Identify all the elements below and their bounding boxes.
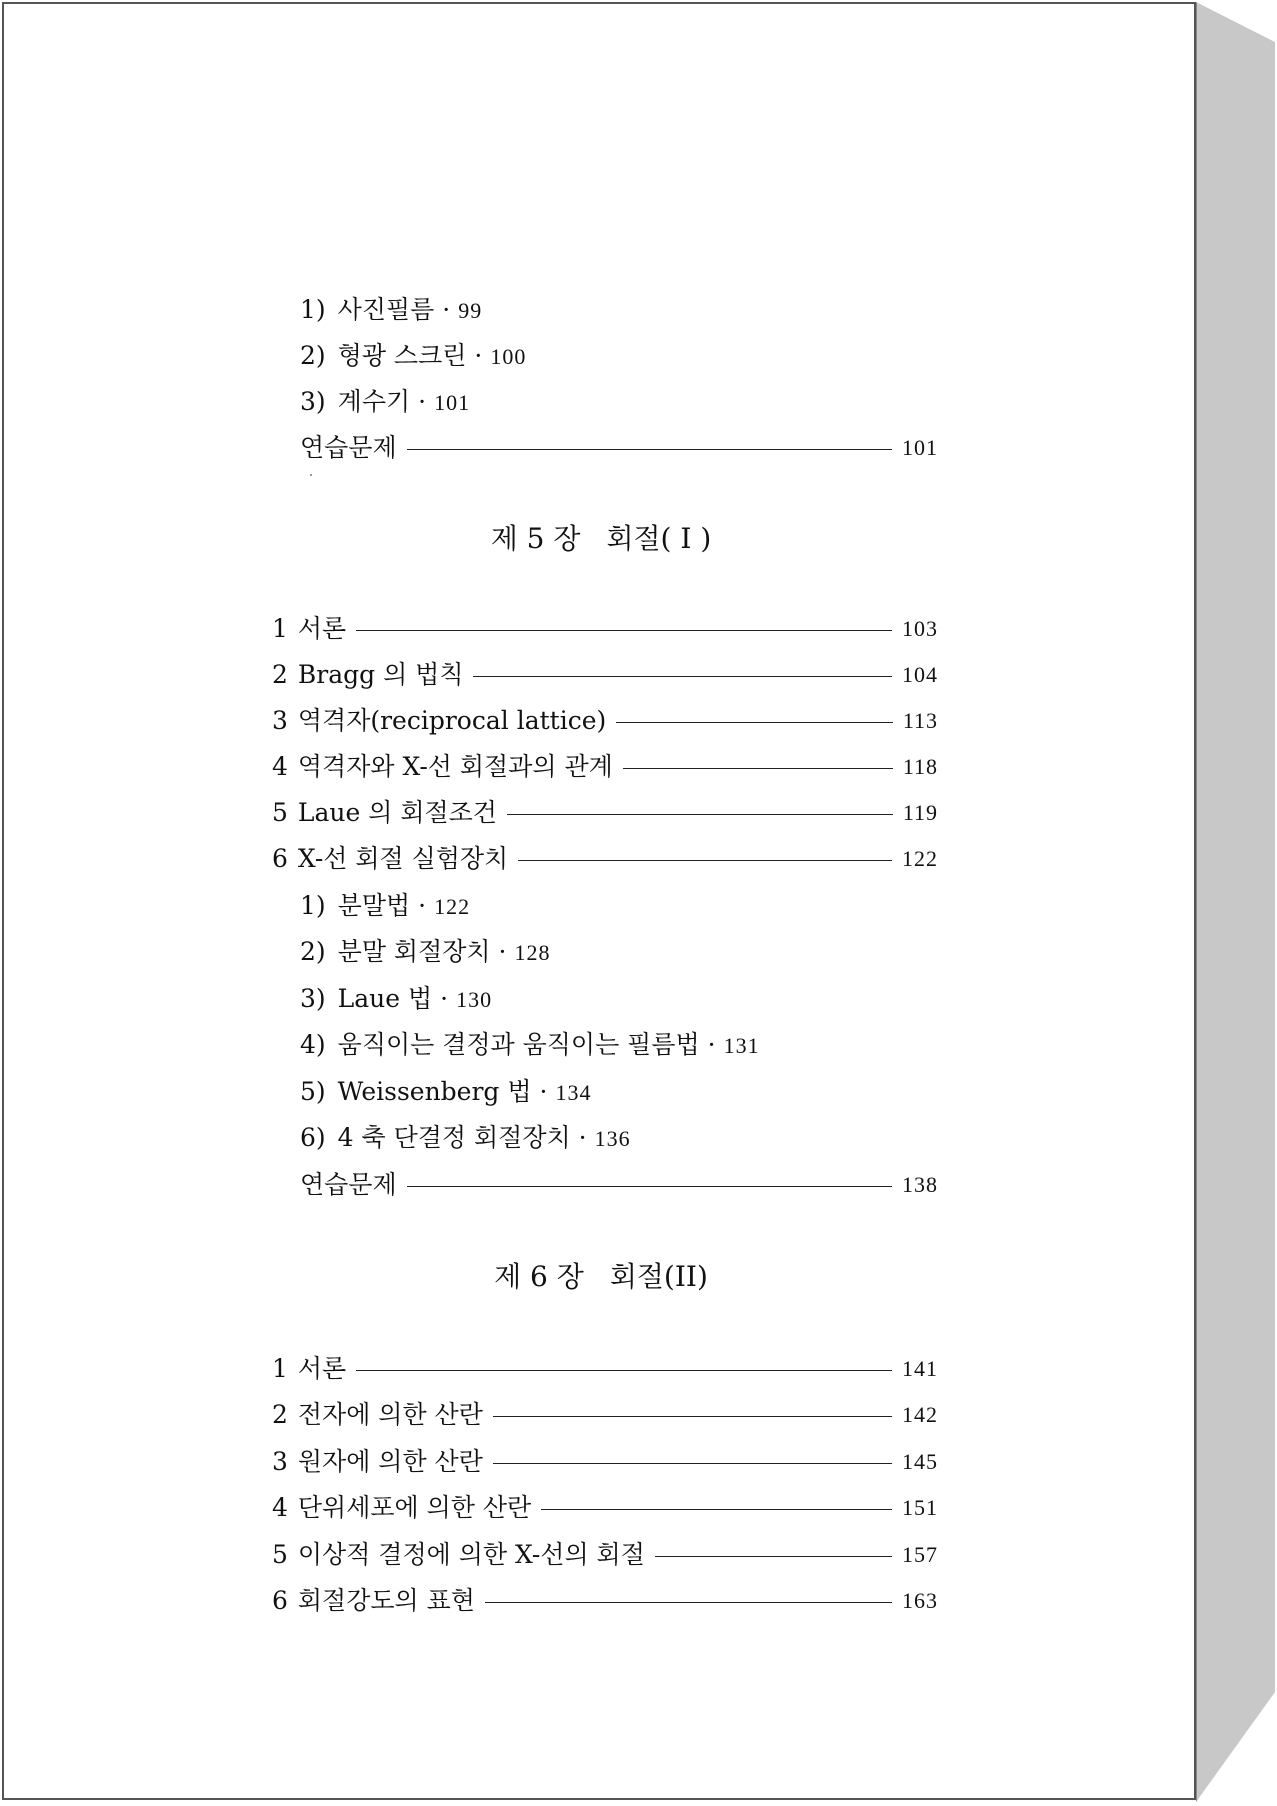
toc-subitem xyxy=(300,982,492,1016)
subitem-page: 131 xyxy=(723,1033,760,1058)
entry-page: 141 xyxy=(902,1356,938,1381)
toc-subitem xyxy=(300,1075,591,1109)
entry-page: 119 xyxy=(902,800,938,825)
subitem-number: 3) xyxy=(300,387,326,416)
subitem-title: Weissenberg 법 xyxy=(337,1077,532,1106)
subitem-number: 2) xyxy=(300,341,326,370)
entry-title: 전자에 의한 산란 xyxy=(297,1400,483,1429)
toc-subitem xyxy=(300,1121,631,1155)
entry-number: 1 xyxy=(272,1354,288,1383)
exercise-title: 연습문제 xyxy=(300,433,397,462)
toc-entry xyxy=(272,612,938,646)
entry-number: 3 xyxy=(272,1447,288,1476)
entry-page: 118 xyxy=(902,754,938,779)
dot-leader xyxy=(655,1556,892,1557)
subitem-title: 사진필름 xyxy=(337,295,435,324)
dot-leader xyxy=(518,860,892,861)
toc-exercise xyxy=(300,431,938,465)
entry-page: 157 xyxy=(902,1542,938,1567)
chapter-title: 회절( I ) xyxy=(606,522,712,555)
toc-entry xyxy=(272,1538,938,1572)
bullet: · xyxy=(442,295,451,324)
dot-leader xyxy=(356,630,892,631)
entry-number: 1 xyxy=(272,614,288,643)
entry-number: 4 xyxy=(272,752,288,781)
toc-entry xyxy=(272,658,938,692)
exercise-title: 연습문제 xyxy=(300,1170,397,1199)
toc-subitem xyxy=(300,935,550,969)
entry-number: 6 xyxy=(272,844,288,873)
entry-page: 122 xyxy=(902,846,938,871)
bullet: · xyxy=(474,341,483,370)
page-stack-edge xyxy=(1196,2,1275,1802)
entry-title: 역격자와 X-선 회절과의 관계 xyxy=(297,752,613,781)
subitem-title: 4 축 단결정 회절장치 xyxy=(337,1123,571,1152)
entry-title: 단위세포에 의한 산란 xyxy=(297,1493,532,1522)
subitem-page: 134 xyxy=(555,1080,592,1105)
subitem-number: 6) xyxy=(300,1123,326,1152)
chapter-heading xyxy=(4,519,1198,559)
dot-leader xyxy=(407,449,892,450)
bullet: · xyxy=(578,1123,587,1152)
subitem-page: 101 xyxy=(434,390,471,415)
entry-number: 5 xyxy=(272,1540,288,1569)
toc-entry xyxy=(272,1352,938,1386)
chapter-title: 회절(II) xyxy=(609,1260,708,1293)
subitem-title: 형광 스크린 xyxy=(337,341,467,370)
entry-title: 서론 xyxy=(297,1354,347,1383)
entry-title: 원자에 의한 산란 xyxy=(297,1447,483,1476)
bullet: · xyxy=(539,1077,548,1106)
entry-title: Bragg 의 법칙 xyxy=(297,660,464,689)
toc-entry xyxy=(272,1491,938,1525)
toc-subitem xyxy=(300,293,482,327)
chapter-label: 제 6 장 xyxy=(494,1260,584,1293)
entry-number: 2 xyxy=(272,1400,288,1429)
entry-page: 103 xyxy=(902,616,938,641)
entry-number: 6 xyxy=(272,1586,288,1615)
subitem-page: 128 xyxy=(514,940,551,965)
entry-title: 회절강도의 표현 xyxy=(297,1586,475,1615)
entry-page: 113 xyxy=(902,708,938,733)
subitem-title: 움직이는 결정과 움직이는 필름법 xyxy=(337,1030,700,1059)
entry-number: 2 xyxy=(272,660,288,689)
exercise-page: 138 xyxy=(902,1172,938,1197)
subitem-title: Laue 법 xyxy=(337,984,433,1013)
chapter-heading xyxy=(4,1257,1198,1297)
subitem-number: 4) xyxy=(300,1030,326,1059)
toc-exercise xyxy=(300,1168,938,1202)
subitem-page: 136 xyxy=(594,1126,631,1151)
toc-entry xyxy=(272,796,938,830)
subitem-page: 99 xyxy=(458,298,483,323)
subitem-page: 122 xyxy=(434,894,471,919)
entry-page: 151 xyxy=(902,1495,938,1520)
print-speck xyxy=(310,474,312,476)
entry-title: 역격자(reciprocal lattice) xyxy=(297,706,607,735)
entry-page: 145 xyxy=(902,1449,938,1474)
toc-entry xyxy=(272,704,938,738)
subitem-page: 100 xyxy=(490,344,527,369)
subitem-page: 130 xyxy=(456,987,493,1012)
bullet: · xyxy=(707,1030,716,1059)
subitem-title: 분말법 xyxy=(337,891,411,920)
toc-entry xyxy=(272,1445,938,1479)
toc-subitem xyxy=(300,339,526,373)
dot-leader xyxy=(623,768,893,769)
dot-leader xyxy=(616,722,893,723)
bullet: · xyxy=(498,937,507,966)
entry-number: 5 xyxy=(272,798,288,827)
toc-entry xyxy=(272,842,938,876)
entry-page: 104 xyxy=(902,662,938,687)
subitem-number: 2) xyxy=(300,937,326,966)
entry-page: 163 xyxy=(902,1588,938,1613)
dot-leader xyxy=(356,1370,892,1371)
toc-subitem xyxy=(300,889,470,923)
toc-subitem xyxy=(300,385,470,419)
dot-leader xyxy=(493,1463,892,1464)
toc-entry xyxy=(272,1584,938,1618)
exercise-page: 101 xyxy=(902,435,938,460)
dot-leader xyxy=(493,1416,892,1417)
entry-number: 4 xyxy=(272,1493,288,1522)
chapter-label: 제 5 장 xyxy=(490,522,581,555)
subitem-title: 계수기 xyxy=(337,387,411,416)
book-page xyxy=(2,2,1196,1800)
bullet: · xyxy=(418,891,427,920)
dot-leader xyxy=(507,814,893,815)
toc-entry xyxy=(272,750,938,784)
bullet: · xyxy=(418,387,427,416)
entry-title: 서론 xyxy=(297,614,347,643)
dot-leader xyxy=(541,1509,892,1510)
entry-number: 3 xyxy=(272,706,288,735)
bullet: · xyxy=(440,984,449,1013)
dot-leader xyxy=(407,1186,892,1187)
entry-title: 이상적 결정에 의한 X-선의 회절 xyxy=(297,1540,645,1569)
subitem-number: 1) xyxy=(300,295,326,324)
subitem-number: 1) xyxy=(300,891,326,920)
entry-page: 142 xyxy=(902,1402,938,1427)
subitem-title: 분말 회절장치 xyxy=(337,937,491,966)
dot-leader xyxy=(485,1602,892,1603)
entry-title: X-선 회절 실험장치 xyxy=(297,844,509,873)
subitem-number: 3) xyxy=(300,984,326,1013)
subitem-number: 5) xyxy=(300,1077,326,1106)
entry-title: Laue 의 회절조건 xyxy=(297,798,497,827)
dot-leader xyxy=(473,676,892,677)
toc-subitem xyxy=(300,1028,760,1062)
toc-entry xyxy=(272,1398,938,1432)
